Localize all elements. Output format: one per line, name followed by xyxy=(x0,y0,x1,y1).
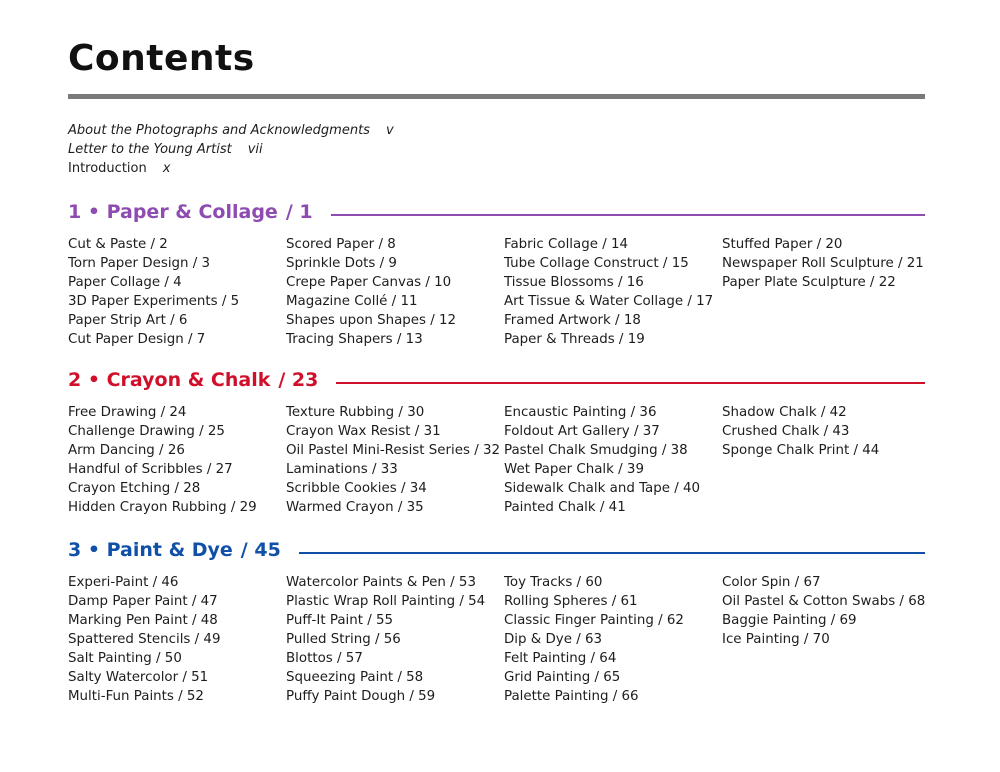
toc-entry[interactable]: Handful of Scribbles / 27 xyxy=(68,462,233,477)
section-heading-title: 1 • Paper & Collage xyxy=(68,201,278,223)
front-matter xyxy=(68,121,394,178)
toc-entry[interactable]: Paper Strip Art / 6 xyxy=(68,313,188,328)
toc-entry[interactable]: Painted Chalk / 41 xyxy=(504,500,626,515)
toc-entry[interactable]: Framed Artwork / 18 xyxy=(504,313,641,328)
entry-column xyxy=(504,235,713,349)
toc-entry[interactable]: Scored Paper / 8 xyxy=(286,237,396,252)
section-heading-page: / 23 xyxy=(278,369,319,391)
toc-entry[interactable]: Tube Collage Construct / 15 xyxy=(504,256,689,271)
toc-entry[interactable]: Crayon Wax Resist / 31 xyxy=(286,424,441,439)
toc-entry[interactable]: Multi-Fun Paints / 52 xyxy=(68,689,204,704)
front-matter-title: Letter to the Young Artist xyxy=(68,142,232,157)
front-matter-entry[interactable] xyxy=(68,159,394,178)
toc-entry[interactable]: Dip & Dye / 63 xyxy=(504,632,603,647)
toc-entry[interactable]: Rolling Spheres / 61 xyxy=(504,594,638,609)
toc-entry[interactable]: Challenge Drawing / 25 xyxy=(68,424,225,439)
front-matter-page: v xyxy=(385,123,394,138)
toc-entry[interactable]: Free Drawing / 24 xyxy=(68,405,187,420)
toc-entry[interactable]: Arm Dancing / 26 xyxy=(68,443,185,458)
toc-entry[interactable]: Puff-It Paint / 55 xyxy=(286,613,394,628)
page-title: Contents xyxy=(68,38,255,79)
toc-entry[interactable]: Sprinkle Dots / 9 xyxy=(286,256,397,271)
toc-entry[interactable]: Watercolor Paints & Pen / 53 xyxy=(286,575,476,590)
toc-entry[interactable]: Sponge Chalk Print / 44 xyxy=(722,443,880,458)
front-matter-entry[interactable] xyxy=(68,121,394,140)
toc-entry[interactable]: Pulled String / 56 xyxy=(286,632,401,647)
section-heading-label xyxy=(68,201,313,223)
toc-entry[interactable]: Oil Pastel & Cotton Swabs / 68 xyxy=(722,594,926,609)
entry-column xyxy=(722,235,924,292)
toc-entry[interactable]: Salt Painting / 50 xyxy=(68,651,182,666)
toc-entry[interactable]: Art Tissue & Water Collage / 17 xyxy=(504,294,714,309)
toc-entry[interactable]: 3D Paper Experiments / 5 xyxy=(68,294,240,309)
section-heading xyxy=(68,539,925,567)
toc-entry[interactable]: Tracing Shapers / 13 xyxy=(286,332,423,347)
toc-entry[interactable]: Stuffed Paper / 20 xyxy=(722,237,843,252)
toc-entry[interactable]: Shadow Chalk / 42 xyxy=(722,405,847,420)
toc-entry[interactable]: Tissue Blossoms / 16 xyxy=(504,275,644,290)
toc-entry[interactable]: Wet Paper Chalk / 39 xyxy=(504,462,644,477)
toc-entry[interactable]: Palette Painting / 66 xyxy=(504,689,639,704)
section-heading-title: 2 • Crayon & Chalk xyxy=(68,369,271,391)
front-matter-page: vii xyxy=(247,142,263,157)
entry-column xyxy=(68,235,239,349)
entry-column xyxy=(722,403,879,460)
toc-entry[interactable]: Toy Tracks / 60 xyxy=(504,575,603,590)
toc-entry[interactable]: Grid Painting / 65 xyxy=(504,670,621,685)
toc-entry[interactable]: Foldout Art Gallery / 37 xyxy=(504,424,660,439)
section-entries xyxy=(68,403,925,517)
toc-entry[interactable]: Damp Paper Paint / 47 xyxy=(68,594,218,609)
section-heading-label xyxy=(68,539,281,561)
toc-entry[interactable]: Baggie Painting / 69 xyxy=(722,613,857,628)
toc-entry[interactable]: Encaustic Painting / 36 xyxy=(504,405,657,420)
toc-entry[interactable]: Cut Paper Design / 7 xyxy=(68,332,206,347)
section-crayon-chalk xyxy=(68,369,925,517)
toc-entry[interactable]: Newspaper Roll Sculpture / 21 xyxy=(722,256,924,271)
toc-entry[interactable]: Texture Rubbing / 30 xyxy=(286,405,425,420)
toc-entry[interactable]: Oil Pastel Mini-Resist Series / 32 xyxy=(286,443,501,458)
toc-entry[interactable]: Hidden Crayon Rubbing / 29 xyxy=(68,500,257,515)
toc-entry[interactable]: Cut & Paste / 2 xyxy=(68,237,168,252)
section-entries xyxy=(68,573,925,706)
toc-entry[interactable]: Ice Painting / 70 xyxy=(722,632,830,647)
toc-entry[interactable]: Laminations / 33 xyxy=(286,462,398,477)
toc-entry[interactable]: Blottos / 57 xyxy=(286,651,363,666)
toc-entry[interactable]: Sidewalk Chalk and Tape / 40 xyxy=(504,481,701,496)
toc-entry[interactable]: Salty Watercolor / 51 xyxy=(68,670,209,685)
front-matter-title: About the Photographs and Acknowledgments xyxy=(68,123,370,138)
entry-column xyxy=(286,403,500,517)
front-matter-title: Introduction xyxy=(68,161,147,176)
toc-entry[interactable]: Plastic Wrap Roll Painting / 54 xyxy=(286,594,486,609)
section-heading xyxy=(68,201,925,229)
section-paper-collage xyxy=(68,201,925,349)
toc-entry[interactable]: Pastel Chalk Smudging / 38 xyxy=(504,443,688,458)
toc-entry[interactable]: Crayon Etching / 28 xyxy=(68,481,201,496)
toc-entry[interactable]: Crushed Chalk / 43 xyxy=(722,424,850,439)
toc-entry[interactable]: Color Spin / 67 xyxy=(722,575,821,590)
toc-entry[interactable]: Puffy Paint Dough / 59 xyxy=(286,689,436,704)
toc-entry[interactable]: Fabric Collage / 14 xyxy=(504,237,629,252)
entry-column xyxy=(504,573,684,706)
toc-entry[interactable]: Marking Pen Paint / 48 xyxy=(68,613,218,628)
toc-entry[interactable]: Torn Paper Design / 3 xyxy=(68,256,211,271)
toc-entry[interactable]: Warmed Crayon / 35 xyxy=(286,500,424,515)
entry-column xyxy=(286,573,485,706)
entry-column xyxy=(722,573,925,649)
toc-entry[interactable]: Magazine Collé / 11 xyxy=(286,294,418,309)
section-heading-page: / 1 xyxy=(285,201,313,223)
toc-entry[interactable]: Squeezing Paint / 58 xyxy=(286,670,424,685)
toc-entry[interactable]: Experi-Paint / 46 xyxy=(68,575,179,590)
entry-column xyxy=(68,403,257,517)
section-rule xyxy=(331,214,925,216)
toc-entry[interactable]: Scribble Cookies / 34 xyxy=(286,481,427,496)
toc-entry[interactable]: Classic Finger Painting / 62 xyxy=(504,613,684,628)
section-heading-title: 3 • Paint & Dye xyxy=(68,539,233,561)
section-heading-page: / 45 xyxy=(240,539,281,561)
title-rule xyxy=(68,94,925,99)
toc-entry[interactable]: Paper & Threads / 19 xyxy=(504,332,645,347)
entry-column xyxy=(68,573,220,706)
front-matter-entry[interactable] xyxy=(68,140,394,159)
toc-entry[interactable]: Felt Painting / 64 xyxy=(504,651,617,666)
entry-column xyxy=(286,235,456,349)
section-entries xyxy=(68,235,925,349)
toc-entry[interactable]: Shapes upon Shapes / 12 xyxy=(286,313,457,328)
section-rule xyxy=(336,382,925,384)
section-heading-label xyxy=(68,369,318,391)
toc-entry[interactable]: Crepe Paper Canvas / 10 xyxy=(286,275,452,290)
toc-entry[interactable]: Spattered Stencils / 49 xyxy=(68,632,221,647)
section-heading xyxy=(68,369,925,397)
section-paint-dye xyxy=(68,539,925,706)
entry-column xyxy=(504,403,700,517)
front-matter-page: x xyxy=(162,161,171,176)
toc-entry[interactable]: Paper Plate Sculpture / 22 xyxy=(722,275,896,290)
section-rule xyxy=(299,552,925,554)
toc-entry[interactable]: Paper Collage / 4 xyxy=(68,275,182,290)
